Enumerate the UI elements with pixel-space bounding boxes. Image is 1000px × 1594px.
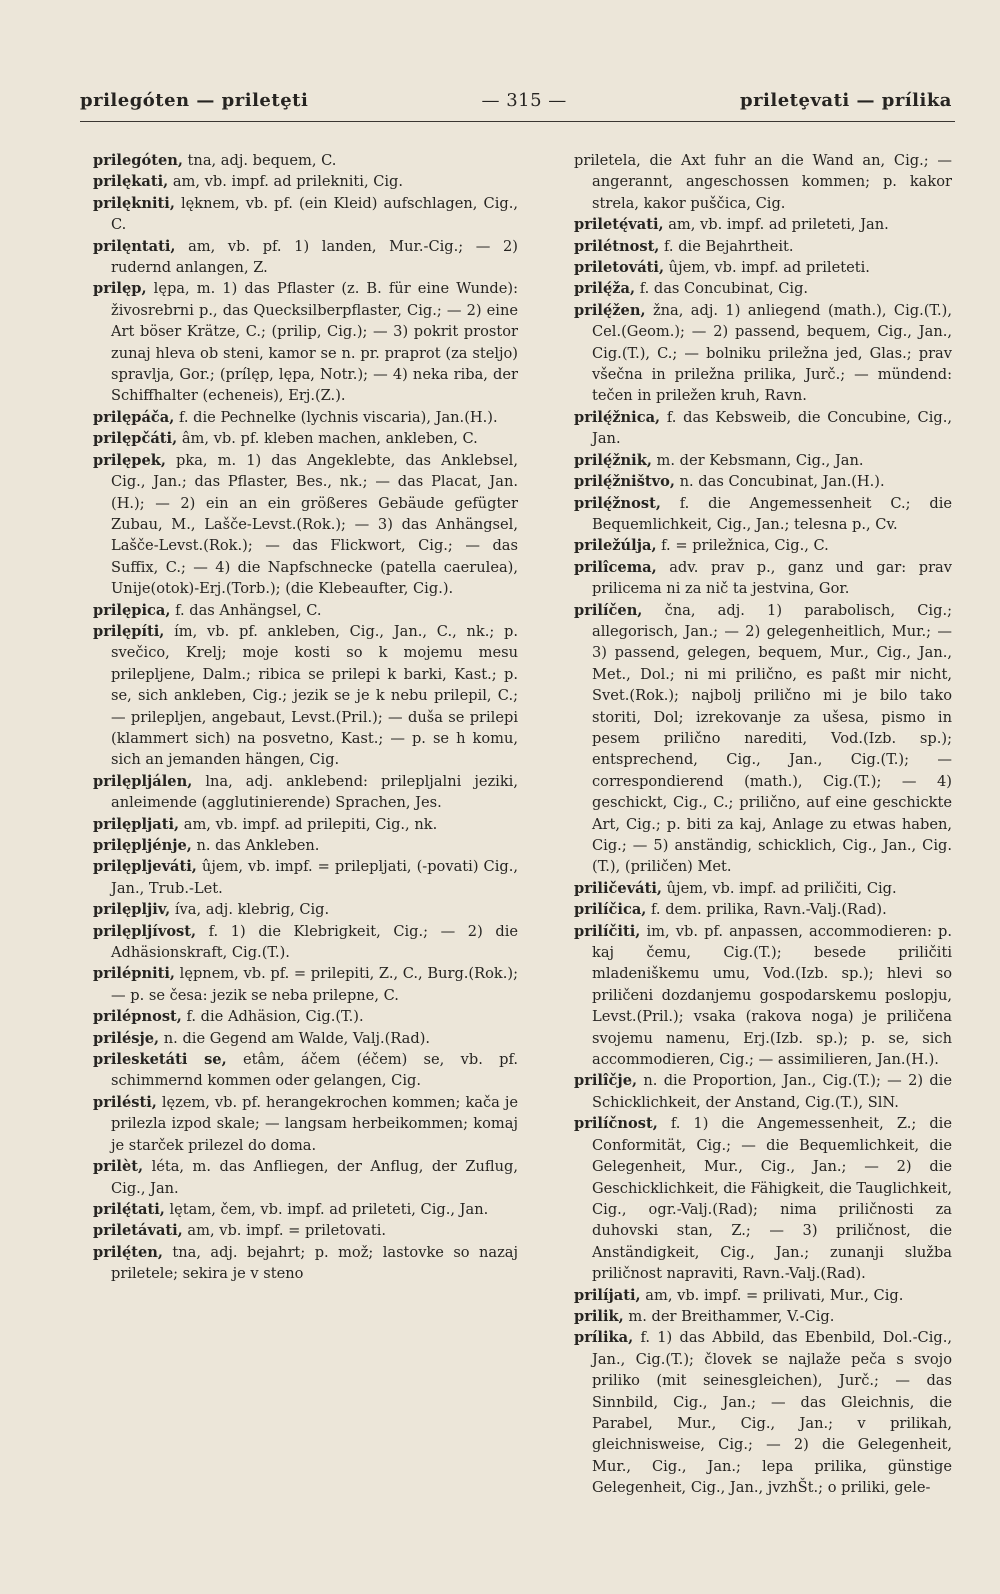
dictionary-entry bbox=[93, 963, 518, 1006]
dictionary-entry bbox=[93, 814, 518, 835]
entry-definition: lęzem, vb. pf. herangekrochen kommen; kača je prilezla izpod skale; — langsam herbeikommen; komaj je starček prilezel do doma. bbox=[111, 1093, 518, 1154]
entry-headword: prilèt, bbox=[93, 1158, 144, 1176]
entry-headword: prilę́žen, bbox=[574, 301, 646, 319]
entry-headword: prilękati, bbox=[93, 173, 169, 191]
dictionary-entry bbox=[93, 1028, 518, 1049]
entry-headword: prilępljeváti, bbox=[93, 858, 197, 876]
entry-headword: priletávati, bbox=[93, 1222, 183, 1240]
entry-headword: prilępljiv, bbox=[93, 901, 171, 919]
entry-headword: prilíčiti, bbox=[574, 922, 641, 940]
entry-headword: prilę́tati, bbox=[93, 1200, 165, 1218]
entry-headword: prilesketáti se, bbox=[93, 1051, 227, 1069]
entry-headword: prilępljívost, bbox=[93, 922, 197, 940]
entry-definition: am, vb. impf. = prilivati, Mur., Cig. bbox=[640, 1286, 904, 1304]
dictionary-entry bbox=[93, 428, 518, 449]
dictionary-entry bbox=[574, 150, 952, 214]
dictionary-entry bbox=[93, 1006, 518, 1027]
entry-definition: lęknem, vb. pf. (ein Kleid) aufschlagen, Cig., C. bbox=[111, 194, 518, 234]
entry-headword: prilę́ža, bbox=[574, 280, 636, 298]
entry-headword: prilíčnost, bbox=[574, 1115, 658, 1133]
dictionary-entry bbox=[574, 921, 952, 1071]
entry-definition: etâm, áčem (éčem) se, vb. pf. schimmernd kommen oder gelangen, Cig. bbox=[111, 1051, 518, 1090]
entry-definition: f. die Pechnelke (lychnis viscaria), Jan.(H.). bbox=[174, 408, 498, 426]
entry-definition: f. das Anhängsel, C. bbox=[170, 601, 322, 619]
entry-headword: prilę́žnica, bbox=[574, 408, 661, 426]
entry-headword: prilępljénje, bbox=[93, 837, 192, 854]
entry-definition: am, vb. impf. ad prilepiti, Cig., nk. bbox=[179, 815, 438, 833]
entry-definition: ím, vb. pf. ankleben, Cig., Jan., C., nk.; p. svečico, Krelj; moje kosti so k mojemu mesu prilepljene, Dalm.; ribica se prilepi k barki, Kast.; p. se, sich ankleben, Cig.; jezik se je k nebu prilepil, C.; — prilepljen, angebaut, Levst.(Pril.); — duša se prilepi (klammert sich) na posvetno, Kast.; — p. se h komu, sich an jemanden hängen, Cig. bbox=[111, 622, 518, 769]
entry-definition: léta, m. das Anfliegen, der Anflug, der Zuflug, Cig., Jan. bbox=[111, 1158, 518, 1197]
dictionary-entry bbox=[93, 600, 518, 621]
entry-definition: im, vb. pf. anpassen, accommodieren: p. kaj čemu, Cig.(T.); besede priličiti mladeniškemu umu, Vod.(Izb. sp.); hlevi so priličeni dozdanjemu gospodarskemu poslopju, Levst.(Pril.); vsaka (rakova noga) je priličena svojemu namenu, Erj.(Izb. sp.); p. se, sich accommodieren, Cig.; — assimilieren, Jan.(H.). bbox=[592, 922, 952, 1069]
entry-definition: am, vb. impf. ad prileteti, Jan. bbox=[663, 216, 889, 234]
right-column bbox=[574, 150, 952, 1499]
entry-definition: n. das Concubinat, Jan.(H.). bbox=[674, 473, 885, 491]
entry-headword: prilíčica, bbox=[574, 901, 647, 919]
entry-headword: priležúlja, bbox=[574, 537, 657, 555]
entry-definition: ûjem, vb. impf. ad prileteti. bbox=[664, 259, 870, 277]
header-rule bbox=[80, 121, 955, 122]
entry-definition: m. der Kebsmann, Cig., Jan. bbox=[651, 451, 864, 469]
entry-definition: f. 1) das Abbild, das Ebenbild, Dol.-Cig., Jan., Cig.(T.); človek se najlaže peča s svojo priliko (mit seinesgleichen), Jurč.; — das Sinnbild, Cig., Jan.; — das Gleichnis, die Parabel, Mur., Cig., Jan.; v prilikah, gleichnisweise, Cig.; — 2) die Gelegenheit, Mur., Cig., Jan.; lepa prilika, günstige Gelegenheit, Cig., Jan., jvzhŠt.; o priliki, gele- bbox=[592, 1329, 952, 1497]
dictionary-entry bbox=[574, 899, 952, 920]
page-header bbox=[80, 90, 952, 111]
entry-definition: f. 1) die Angemessenheit, Z.; die Conformität, Cig.; — die Bequemlichkeit, die Gelegenheit, Mur., Cig., Jan.; — 2) die Geschicklichkeit, die Fähigkeit, die Tauglichkeit, Cig., ogr.-Valj.(Rad); nima priličnosti za duhovski stan, Z.; — 3) priličnost, die Anständigkeit, Cig., Jan.; zunanji služba priličnost napraviti, Ravn.-Valj.(Rad). bbox=[592, 1115, 952, 1283]
entry-definition: lępa, m. 1) das Pflaster (z. B. für eine Wunde): živosrebrni p., das Quecksilberpflaster, Cig.; — 2) eine Art böser Krätze, C.; (prilip, Cig.); — 3) pokrit prostor zunaj hleva ob steni, kamor se n. pr. praprot (za steljo) spravlja, Gor.; (prílęp, lępa, Notr.); — 4) neka riba, der Schiffhalter (echeneis), Erj.(Z.). bbox=[111, 280, 518, 405]
dictionary-entry bbox=[574, 1113, 952, 1284]
entry-headword: prilępáča, bbox=[93, 408, 175, 426]
entry-headword: prilęp, bbox=[93, 280, 147, 298]
dictionary-entry bbox=[574, 450, 952, 471]
dictionary-entry bbox=[93, 1092, 518, 1156]
entry-definition: tna, adj. bequem, C. bbox=[182, 152, 337, 169]
dictionary-entry bbox=[574, 1285, 952, 1306]
entry-definition: tna, adj. bejahrt; p. mož; lastovke so nazaj priletele; sekira je v steno bbox=[111, 1243, 518, 1283]
entry-definition: lętam, čem, vb. impf. ad prileteti, Cig., Jan. bbox=[164, 1200, 489, 1218]
dictionary-entry bbox=[93, 1220, 518, 1241]
entry-definition: f. 1) die Klebrigkeit, Cig.; — 2) die Adhäsionskraft, Cig.(T.). bbox=[111, 922, 518, 962]
entry-definition: f. das Kebsweib, die Concubine, Cig., Jan. bbox=[592, 408, 952, 448]
page-number: — 315 — bbox=[481, 90, 567, 111]
dictionary-entry bbox=[93, 771, 518, 814]
entry-definition: m. der Breithammer, V.-Cig. bbox=[623, 1307, 835, 1325]
entry-definition: ûjem, vb. impf. = prilepljati, (-povati) Cig., Jan., Trub.-Let. bbox=[111, 858, 518, 897]
dictionary-entry bbox=[574, 600, 952, 878]
entry-headword: prilępica, bbox=[93, 601, 171, 619]
entry-headword: prilęntati, bbox=[93, 237, 176, 255]
entry-headword: prilę́žnik, bbox=[574, 451, 652, 469]
dictionary-entry bbox=[574, 1327, 952, 1498]
dictionary-entry bbox=[574, 300, 952, 407]
entry-headword: prilępčáti, bbox=[93, 430, 178, 448]
entry-headword: prilésje, bbox=[93, 1029, 160, 1047]
dictionary-entry bbox=[574, 557, 952, 600]
dictionary-entry bbox=[574, 878, 952, 899]
entry-headword: prilîčje, bbox=[574, 1072, 638, 1090]
dictionary-entry bbox=[93, 236, 518, 279]
dictionary-entry bbox=[93, 407, 518, 428]
entry-definition: am, vb. impf. ad prilekniti, Cig. bbox=[168, 173, 404, 191]
entry-definition: f. = priležnica, Cig., C. bbox=[656, 537, 829, 555]
dictionary-entry bbox=[574, 1306, 952, 1327]
entry-headword: priličeváti, bbox=[574, 879, 662, 897]
entry-definition: ûjem, vb. impf. ad priličiti, Cig. bbox=[662, 879, 897, 897]
entry-definition: lępnem, vb. pf. = prilepiti, Z., C., Burg.(Rok.); — p. se česa: jezik se neba prilepne, C. bbox=[111, 965, 518, 1004]
dictionary-entry bbox=[93, 899, 518, 920]
entry-definition: âm, vb. pf. kleben machen, ankleben, C. bbox=[177, 430, 478, 448]
header-right-guide-words: priletȩvati — prílika bbox=[739, 90, 952, 111]
entry-definition: n. die Proportion, Jan., Cig.(T.); — 2) die Schicklichkeit, der Anstand, Cig.(T.), SlN. bbox=[592, 1072, 952, 1111]
dictionary-entry bbox=[574, 278, 952, 299]
entry-headword: prilępek, bbox=[93, 451, 166, 469]
entry-definition: pka, m. 1) das Angeklebte, das Anklebsel, Cig., Jan.; das Pflaster, Bes., nk.; — das Placat, Jan.(H.); — 2) ein an ein größeres Gebäude gefügter Zubau, M., Lašče-Levst.(Rok.); — 3) das Anhängsel, Lašče-Levst.(Rok.); — das Flickwort, Cig.; — das Suffix, C.; — 4) die Napfschnecke (patella caerulea), Unije(otok)-Erj.(Torb.); (die Klebeaufter, Cig.). bbox=[111, 451, 518, 598]
dictionary-entry bbox=[93, 278, 518, 406]
entry-headword: prilę́ten, bbox=[93, 1243, 163, 1261]
dictionary-entry bbox=[93, 621, 518, 771]
dictionary-entry bbox=[93, 150, 518, 171]
entry-headword: priletováti, bbox=[574, 259, 665, 277]
entry-definition: f. die Angemessenheit C.; die Bequemlichkeit, Cig., Jan.; telesna p., Cv. bbox=[592, 494, 952, 533]
dictionary-entry bbox=[574, 407, 952, 450]
entry-definition: priletela, die Axt fuhr an die Wand an, Cig.; — angerannt, angeschossen kommen; p. kakor strela, kakor puščica, Cig. bbox=[574, 152, 952, 212]
dictionary-entry bbox=[574, 214, 952, 235]
left-column bbox=[93, 150, 518, 1285]
dictionary-entry bbox=[574, 236, 952, 257]
entry-headword: priletę́vati, bbox=[574, 216, 664, 234]
entry-definition: n. das Ankleben. bbox=[191, 837, 320, 854]
entry-definition: am, vb. pf. 1) landen, Mur.-Cig.; — 2) rudernd anlangen, Z. bbox=[111, 237, 518, 277]
entry-headword: prilétnost, bbox=[574, 237, 660, 255]
dictionary-entry bbox=[93, 1199, 518, 1220]
entry-headword: prilésti, bbox=[93, 1093, 157, 1111]
entry-headword: prilę́žnost, bbox=[574, 494, 661, 512]
dictionary-entry bbox=[574, 493, 952, 536]
entry-definition: adv. prav p., ganz und gar: prav prilicema ni za nič ta jestvina, Gor. bbox=[592, 558, 952, 598]
entry-definition: lna, adj. anklebend: prilepljalni jeziki, anleimende (agglutinierende) Sprachen, Jes. bbox=[111, 772, 518, 812]
entry-definition: f. dem. prilika, Ravn.-Valj.(Rad). bbox=[646, 901, 887, 919]
entry-definition: f. das Concubinat, Cig. bbox=[635, 280, 809, 298]
entry-headword: prilépniti, bbox=[93, 965, 175, 983]
entry-definition: n. die Gegend am Walde, Valj.(Rad). bbox=[159, 1029, 431, 1047]
entry-headword: prilękniti, bbox=[93, 194, 175, 212]
dictionary-entry bbox=[93, 1242, 518, 1285]
entry-headword: prilik, bbox=[574, 1307, 624, 1325]
dictionary-entry bbox=[574, 471, 952, 492]
dictionary-entry bbox=[574, 535, 952, 556]
entry-headword: prilîcema, bbox=[574, 558, 657, 576]
dictionary-entry bbox=[93, 1156, 518, 1199]
entry-headword: prilegóten, bbox=[93, 152, 183, 169]
entry-definition: čna, adj. 1) parabolisch, Cig.; allegorisch, Jan.; — 2) gelegenheitlich, Mur.; — 3) passend, gelegen, bequem, Mur., Cig., Jan., Met., Dol.; ni mi prilično, es paßt mir nicht, Svet.(Rok.); najbolj prilično mi je bilo tako storiti, Dol; izrekovanje za ušesa, pismo in pesem prilično narediti, Vod.(Izb. sp.); entsprechend, Cig., Jan., Cig.(T.); — correspondierend (math.), Cig.(T.); — 4) geschickt, Cig., C.; prilično, auf eine geschickte Art, Cig.; p. biti za kaj, Anlage zu etwas haben, Cig.; — 5) anständig, schicklich, Cig., Jan., Cig.(T.), (priličen) Met. bbox=[592, 601, 952, 876]
dictionary-entry bbox=[93, 1049, 518, 1092]
entry-definition: f. die Adhäsion, Cig.(T.). bbox=[181, 1008, 364, 1026]
dictionary-entry bbox=[93, 856, 518, 899]
dictionary-entry bbox=[93, 921, 518, 964]
entry-headword: prilíčen, bbox=[574, 601, 643, 619]
entry-headword: prilíjati, bbox=[574, 1286, 641, 1304]
entry-headword: prilę́žništvo, bbox=[574, 473, 675, 491]
entry-headword: prílika, bbox=[574, 1329, 634, 1347]
entry-headword: prilępljati, bbox=[93, 815, 180, 833]
dictionary-entry bbox=[93, 193, 518, 236]
entry-headword: prilępíti, bbox=[93, 622, 165, 640]
entry-headword: prilępljálen, bbox=[93, 772, 193, 790]
dictionary-entry bbox=[93, 835, 518, 856]
entry-definition: íva, adj. klebrig, Cig. bbox=[170, 901, 330, 919]
dictionary-entry bbox=[574, 257, 952, 278]
header-left-guide-words: prilegóten — priletȩti bbox=[80, 90, 309, 111]
dictionary-entry bbox=[574, 1070, 952, 1113]
entry-definition: am, vb. impf. = priletovati. bbox=[182, 1222, 387, 1240]
dictionary-entry bbox=[93, 171, 518, 192]
entry-headword: prilépnost, bbox=[93, 1008, 182, 1026]
entry-definition: f. die Bejahrtheit. bbox=[659, 237, 794, 255]
entry-definition: žna, adj. 1) anliegend (math.), Cig.(T.), Cel.(Geom.); — 2) passend, bequem, Cig., Jan., Cig.(T.), C.; — bolniku priležna jed, Glas.; prav všečna in priležna prilika, Jurč.; — mündend: tečen in priležen kruh, Ravn. bbox=[592, 301, 952, 405]
dictionary-entry bbox=[93, 450, 518, 600]
